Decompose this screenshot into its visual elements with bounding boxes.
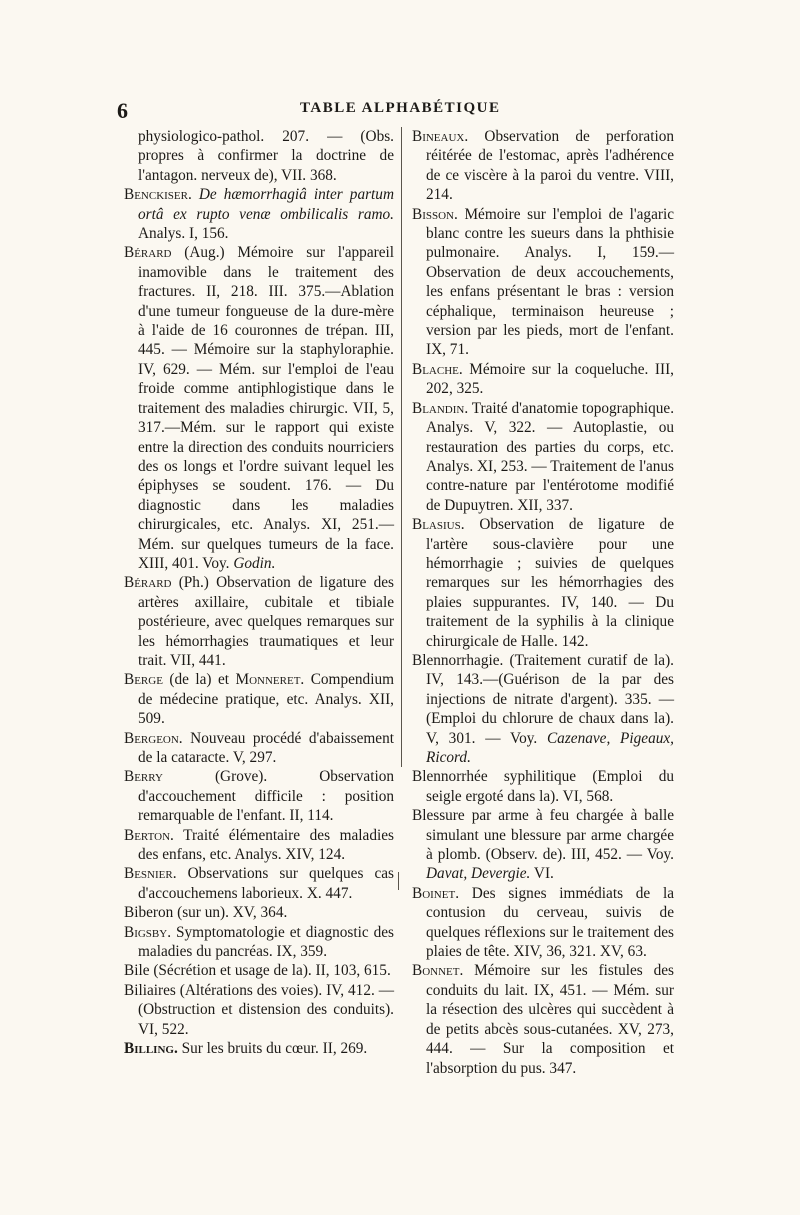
entry-italic: Cazenave, Pigeaux, Ricord.	[426, 729, 674, 766]
author-name: Boinet.	[412, 884, 460, 902]
entry-text: Des signes immédiats de la contusion du cerveau, suivis de quelques réflexions sur le traitement des plaies de tête. XIV, 36, 321. XV, 63.	[426, 884, 674, 961]
index-entry	[124, 1039, 394, 1058]
author-name: Berton.	[124, 826, 174, 844]
index-entry	[412, 806, 674, 884]
index-entry	[412, 961, 674, 1077]
entry-text	[192, 186, 199, 203]
index-entry	[412, 360, 674, 399]
index-entry	[124, 670, 394, 728]
author-name: Bonnet.	[412, 962, 464, 980]
author-name: Blandin.	[412, 399, 469, 417]
author-name: Blasius.	[412, 516, 465, 534]
author-name: Blache.	[412, 360, 463, 378]
author-name: Bisson.	[412, 205, 458, 223]
index-entry	[412, 515, 674, 651]
author-name: Bergeon.	[124, 729, 183, 747]
column-divider-lower	[398, 872, 399, 890]
entry-text: Nouveau procédé d'abaissement de la cataracte. V, 297.	[138, 729, 394, 766]
author-name: Berge	[124, 671, 163, 689]
index-entry	[124, 729, 394, 768]
entry-text: Bile (Sécrétion et usage de la). II, 103, 615.	[124, 962, 391, 980]
index-entry	[124, 767, 394, 825]
index-entry	[412, 651, 674, 767]
author-name: Benckiser.	[124, 186, 192, 204]
entry-text: Mémoire sur les fistules des conduits du lait. IX, 451. — Mém. sur la résection des ulcères qui succèdent à de petits abcès sous-cutanées. XV, 273, 444. — Sur la composition et l'absorption du pus. 347.	[426, 962, 674, 1077]
index-entry	[124, 923, 394, 962]
author-name: Bigsby.	[124, 923, 172, 941]
index-entry	[124, 127, 394, 185]
index-entry	[412, 767, 674, 806]
entry-text: (Grove). Observation d'accouchement difficile : position remarquable de l'enfant. II, 114.	[138, 768, 394, 825]
index-entry	[412, 205, 674, 360]
entry-text: Mémoire sur la coqueluche. III, 202, 325.	[426, 360, 674, 398]
entry-text: (Aug.) Mémoire sur l'appareil inamovible dans le traitement des fractures. II, 218. III. 375.—Ablation d'une tumeur fongueuse de la dure-mère à l'aide de 16 couronnes de trépan. III, 445. — Mémoire sur la staphyloraphie. IV, 629. — Mém. sur l'emploi de l'eau froide comme antiphlogistique dans le traitement des maladies chirurgic. VII, 5, 317.—Mém. sur le rapport qui existe entre la direction des conduits nourriciers des os longs et l'ordre suivant lequel les épiphyses se soudent. 176. — Du diagnostic dans les maladies chirurgicales, etc. Analys. XI, 251.— Mém. sur quelques tumeurs de la face. XIII, 401. Voy.	[138, 244, 394, 572]
entry-text: physiologico-pathol. 207. — (Obs. propres à confirmer la doctrine de l'antagon. nerveux de), VII. 368.	[138, 128, 394, 184]
entry-text: (de la) et	[162, 671, 236, 689]
author-name: Billing.	[124, 1040, 178, 1058]
entry-italic: Godin.	[233, 554, 276, 572]
index-entry	[124, 903, 394, 922]
entry-text: Traité élémentaire des maladies des enfans, etc. Analys. XIV, 124.	[138, 826, 394, 864]
author-name: Berry	[124, 768, 163, 786]
entry-italic: Davat, Devergie.	[426, 865, 531, 883]
index-entry	[124, 826, 394, 865]
entry-text: Observation de ligature de l'artère sous-clavière pour une hémorrhagie ; suivies de quelques remarques sur les hémorrhagies des plaies suppurantes. IV, 140. — Du traitement de la syphilis à la clinique chirurgicale de Halle. 142.	[426, 516, 674, 650]
column-divider	[401, 127, 402, 767]
author-name: Bérard	[124, 574, 172, 592]
running-head: TABLE ALPHABÉTIQUE	[300, 100, 501, 116]
index-entry	[412, 127, 674, 205]
entry-text: Blennorrhagie. (Traitement curatif de la). IV, 143.—(Guérison de la par des injections de nitrate d'argent). 335. — (Emploi du chlorure de chaux dans la). V, 301. — Voy.	[412, 651, 674, 747]
right-column	[412, 127, 674, 1078]
author-name: Bineaux.	[412, 128, 469, 145]
index-entry	[124, 573, 394, 670]
index-entry	[124, 243, 394, 573]
entry-text: Sur les bruits du cœur. II, 269.	[177, 1040, 368, 1058]
entry-text: Blessure par arme à feu chargée à balle simulant une blessure par arme chargée à plomb. (Observ. de). III, 452. — Voy.	[412, 807, 674, 864]
index-entry	[124, 185, 394, 243]
entry-text: Mémoire sur l'emploi de l'agaric blanc contre les sueurs dans la phthisie pulmonaire. Analys. I, 159.— Observation de deux accouchements, les enfans présentant le bras : version céphalique, terminaison heureuse ; version par les pieds, mort de l'enfant. IX, 71.	[426, 205, 674, 359]
index-entry	[412, 884, 674, 962]
left-column	[124, 127, 394, 1059]
entry-text: Biliaires (Altérations des voies). IV, 412. —(Obstruction et distension des conduits). VI, 522.	[124, 981, 394, 1038]
index-entry	[124, 981, 394, 1039]
author-name: Besnier.	[124, 865, 177, 883]
entry-text: Biberon (sur un). XV, 364.	[124, 904, 288, 922]
entry-text: Traité d'anatomie topographique. Analys. V, 322. — Autoplastie, ou restauration des parties du corps, etc. Analys. XI, 253. — Traitement de l'anus contre-nature par l'entérotome modifié de Dupuytren. XII, 337.	[426, 399, 675, 514]
index-entry	[124, 961, 394, 980]
author-name: Monneret.	[235, 671, 305, 689]
author-name: Bérard	[124, 244, 172, 262]
entry-text: (Ph.) Observation de ligature des artères axillaire, cubitale et tibiale postérieure, avec quelques remarques sur les hémorrhagies traumatiques et leur trait. VII, 441.	[138, 574, 394, 669]
entry-text: Observation de perforation réitérée de l'estomac, après l'adhérence de ce viscère à la paroi du ventre. VIII, 214.	[426, 128, 674, 204]
entry-text: Symptomatologie et diagnostic des maladies du pancréas. IX, 359.	[138, 923, 394, 961]
index-entry	[124, 864, 394, 903]
entry-italic: De hæmorrhagiâ inter partum ortâ ex rupto venæ ombilicalis ramo.	[138, 186, 394, 223]
entry-text-after: Analys. I, 156.	[138, 225, 229, 243]
index-entry	[412, 399, 674, 515]
entry-text-after: VI.	[530, 865, 554, 883]
entry-text: Observations sur quelques cas d'accouchemens laborieux. X. 447.	[138, 865, 394, 902]
entry-text-after: Compendium de médecine pratique, etc. Analys. XII, 509.	[138, 671, 394, 728]
page-number: 6	[117, 98, 128, 123]
entry-text: Blennorrhée syphilitique (Emploi du seigle ergoté dans la). VI, 568.	[412, 768, 674, 805]
